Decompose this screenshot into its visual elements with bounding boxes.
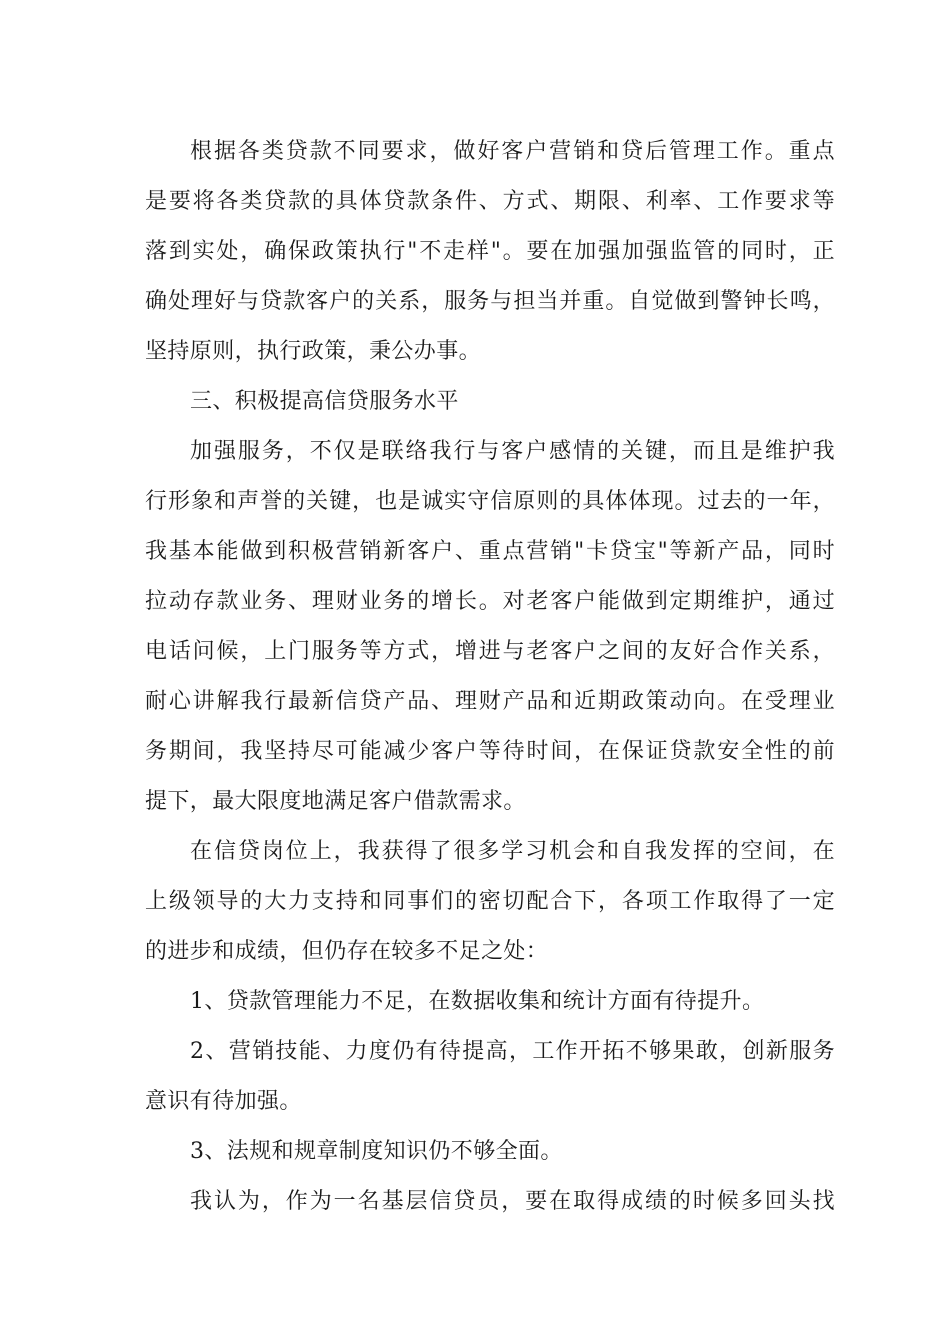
paragraph-line: 我基本能做到积极营销新客户、重点营销"卡贷宝"等新产品，同时 (145, 539, 835, 564)
paragraph-line: 上级领导的大力支持和同事们的密切配合下，各项工作取得了一定 (145, 889, 835, 914)
paragraph-line: 我认为，作为一名基层信贷员，要在取得成绩的时候多回头找 (190, 1189, 835, 1214)
section-heading: 三、积极提高信贷服务水平 (190, 389, 459, 414)
paragraph-line: 加强服务，不仅是联络我行与客户感情的关键，而且是维护我 (190, 439, 835, 464)
paragraph-line: 落到实处，确保政策执行"不走样"。要在加强加强监管的同时，正 (145, 239, 835, 264)
paragraph-line: 耐心讲解我行最新信贷产品、理财产品和近期政策动向。在受理业 (145, 689, 835, 714)
paragraph-line: 提下，最大限度地满足客户借款需求。 (145, 789, 526, 814)
paragraph-line: 确处理好与贷款客户的关系，服务与担当并重。自觉做到警钟长鸣， (145, 289, 835, 314)
paragraph-line: 在信贷岗位上，我获得了很多学习机会和自我发挥的空间，在 (190, 839, 835, 864)
paragraph-line: 拉动存款业务、理财业务的增长。对老客户能做到定期维护，通过 (145, 589, 835, 614)
paragraph-line: 是要将各类贷款的具体贷款条件、方式、期限、利率、工作要求等 (145, 189, 835, 214)
list-item: 3、法规和规章制度知识仍不够全面。 (190, 1139, 563, 1164)
paragraph-line: 电话问候，上门服务等方式，增进与老客户之间的友好合作关系， (145, 639, 835, 664)
list-item: 1、贷款管理能力不足，在数据收集和统计方面有待提升。 (190, 989, 765, 1014)
paragraph-line: 的进步和成绩，但仍存在较多不足之处： (145, 939, 549, 964)
paragraph-line: 根据各类贷款不同要求，做好客户营销和贷后管理工作。重点 (190, 139, 835, 164)
paragraph-line: 坚持原则，执行政策，秉公办事。 (145, 339, 482, 364)
list-item: 2、营销技能、力度仍有待提高，工作开拓不够果敢，创新服务 (190, 1039, 835, 1064)
paragraph-line: 行形象和声誉的关键，也是诚实守信原则的具体体现。过去的一年， (145, 489, 835, 514)
list-item-continuation: 意识有待加强。 (145, 1089, 302, 1114)
paragraph-line: 务期间，我坚持尽可能减少客户等待时间，在保证贷款安全性的前 (145, 739, 835, 764)
